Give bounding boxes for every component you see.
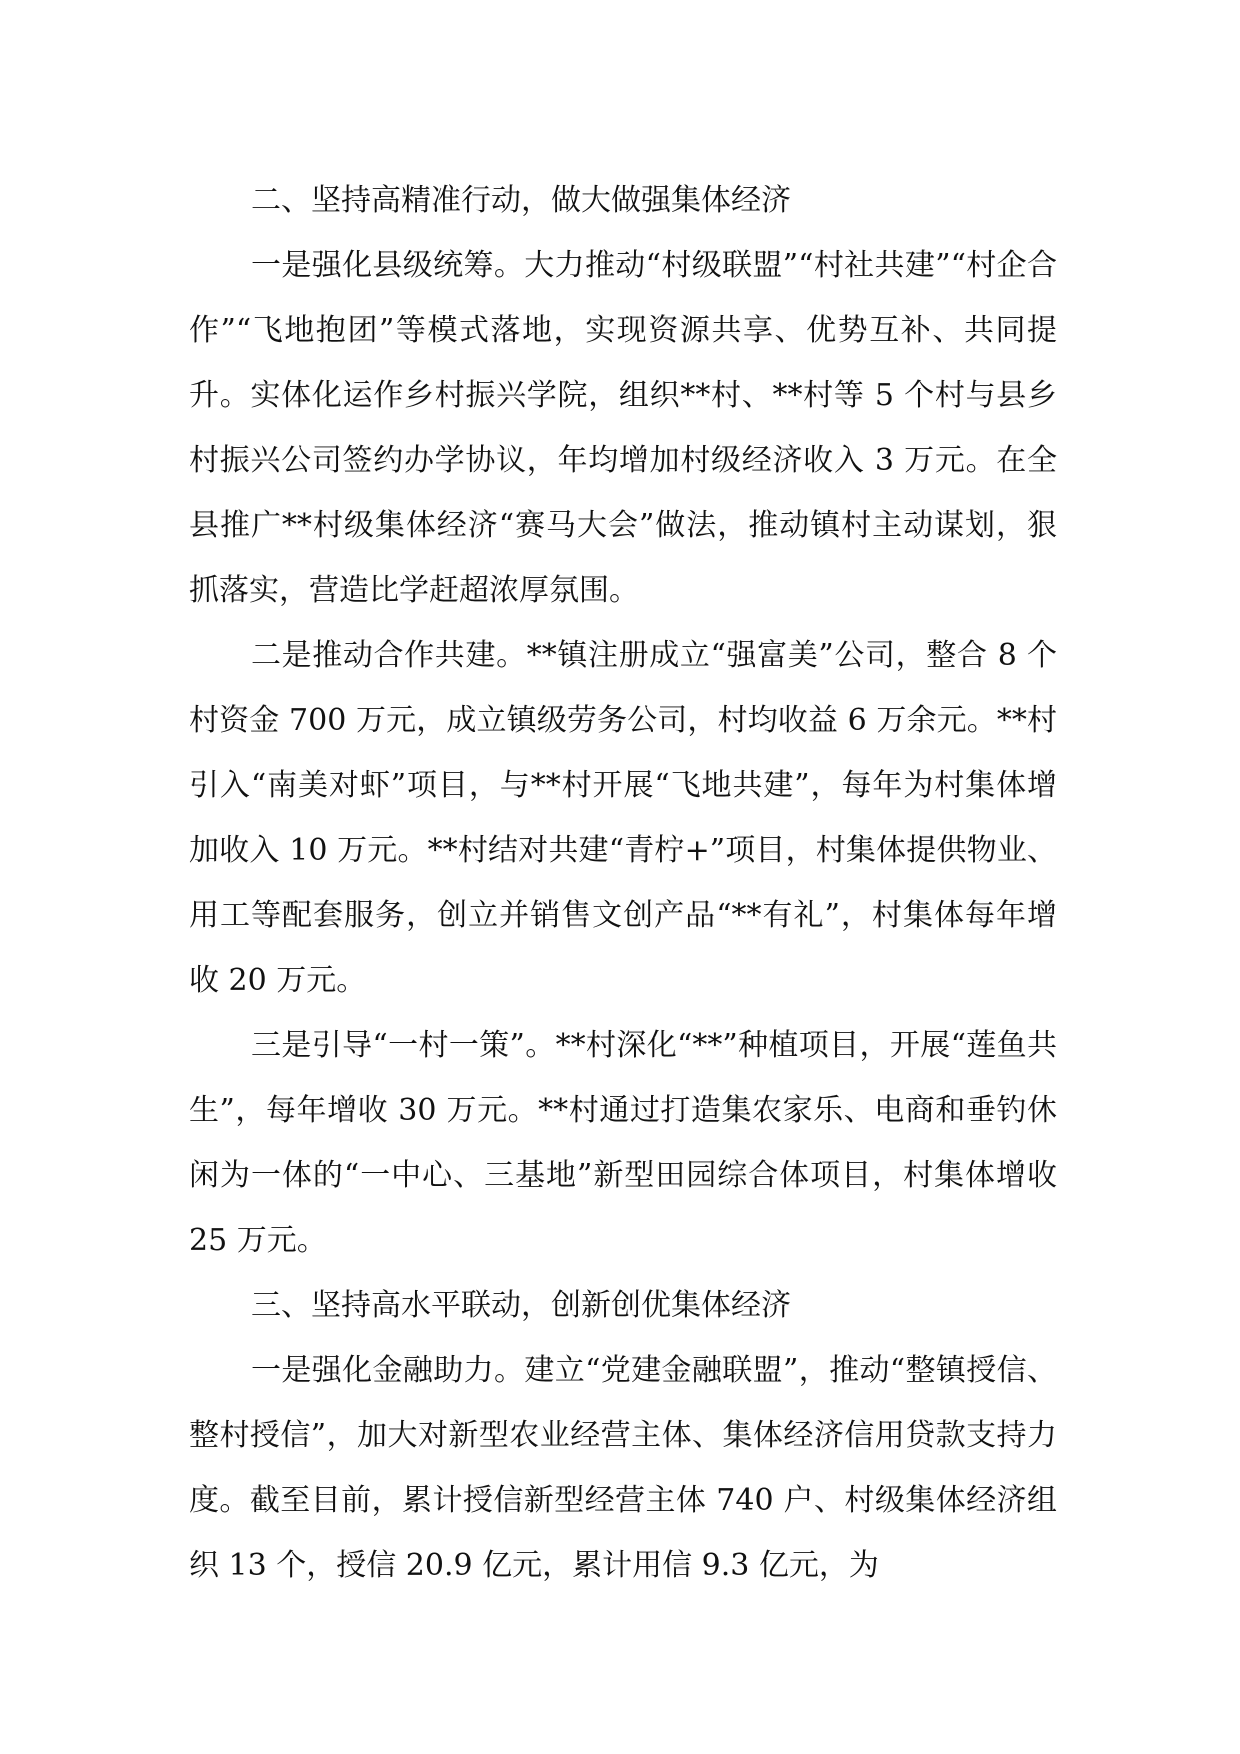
paragraph-cooperation: 二是推动合作共建。**镇注册成立“强富美”公司，整合 8 个村资金 700 万元，成立镇级劳务公司，村均收益 6 万余元。**村引入“南美对虾”项目，与**村开展“飞地共建”，每年为村集体增加收入 10 万元。**村结对共建“青柠+”项目，村集体提供物业、用工等配套服务，创立并销售文创产品“**有礼”，村集体每年增收 20 万元。 — [189, 638, 1057, 998]
paragraph-one-village-one-policy: 三是引导“一村一策”。**村深化“**”种植项目，开展“莲鱼共生”，每年增收 30 万元。**村通过打造集农家乐、电商和垂钓休闲为一体的“一中心、三基地”新型田园综合体项目，村集体增收 25 万元。 — [189, 1028, 1057, 1258]
paragraph-financial-support: 一是强化金融助力。建立“党建金融联盟”，推动“整镇授信、整村授信”，加大对新型农业经营主体、集体经济信用贷款支持力度。截至目前，累计授信新型经营主体 740 户、村级集体经济组织 13 个，授信 20.9 亿元，累计用信 9.3 亿元，为 — [189, 1353, 1057, 1583]
paragraph-county-coordination: 一是强化县级统筹。大力推动“村级联盟”“村社共建”“村企合作”“飞地抱团”等模式落地，实现资源共享、优势互补、共同提升。实体化运作乡村振兴学院，组织**村、**村等 5 个村与县乡村振兴公司签约办学协议，年均增加村级经济收入 3 万元。在全县推广**村级集体经济“赛马大会”做法，推动镇村主动谋划，狠抓落实，营造比学赶超浓厚氛围。 — [189, 248, 1057, 608]
document-page — [189, 168, 1057, 1598]
section-heading-three: 三、坚持高水平联动，创新创优集体经济 — [251, 1288, 791, 1323]
section-heading-two: 二、坚持高精准行动，做大做强集体经济 — [251, 183, 791, 218]
